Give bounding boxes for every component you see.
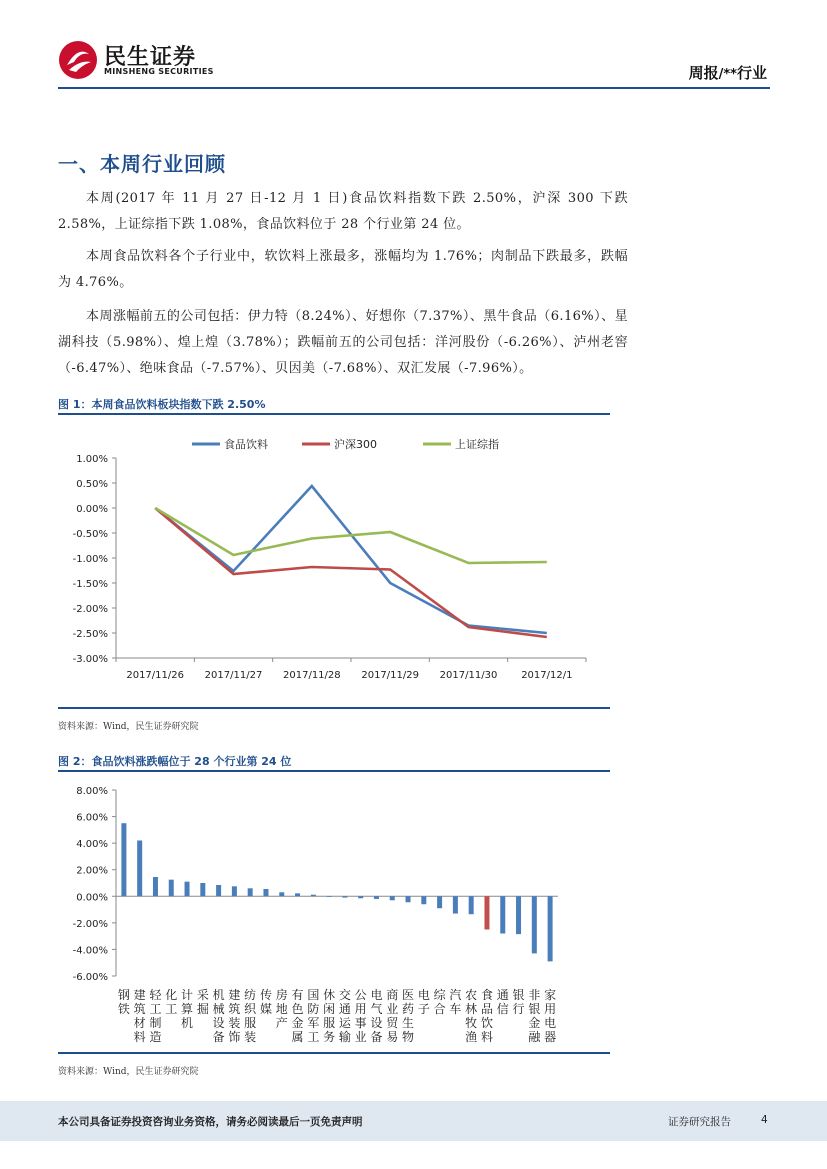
y-tick-label: -4.00% — [72, 945, 108, 957]
category-label: 国防军工 — [307, 988, 320, 1044]
report-category — [689, 62, 767, 83]
category-label: 建筑材料 — [133, 988, 146, 1044]
bar — [232, 886, 237, 896]
series-line — [155, 508, 547, 637]
paragraph-subsector-summary: 本周食品饮料各个子行业中，软饮料上涨最多，涨幅均为 1.76%；肉制品下跌最多，跌幅为 4.76%。 — [58, 249, 628, 290]
bar — [185, 882, 190, 897]
bar — [358, 896, 363, 898]
y-tick-label: 6.00% — [76, 812, 108, 824]
bar — [374, 896, 379, 899]
figure2-top-rule — [58, 770, 610, 772]
figure2-title: 图 2：食品饮料涨跌幅位于 28 个行业第 24 位 — [58, 755, 292, 768]
header-divider — [58, 87, 770, 89]
legend-label: 上证综指 — [455, 438, 499, 451]
bar — [437, 896, 442, 908]
minsheng-logo-icon — [58, 40, 98, 80]
report-type: 周报 — [688, 64, 719, 82]
bar — [406, 896, 411, 902]
y-tick-label: -2.00% — [72, 604, 108, 615]
category-label: 交通运输 — [338, 988, 351, 1044]
category-label: 食品饮料 — [480, 988, 493, 1044]
figure1-top-rule — [58, 413, 610, 415]
paragraph-company-summary: 本周涨幅前五的公司包括：伊力特（8.24%）、好想你（7.37%）、黑牛食品（6.16%）、星湖科技（5.98%）、煌上煌（3.78%）；跌幅前五的公司包括：洋河股份（-6.26%）、泸州老窖（-6.47%）、绝味食品（-7.57%）、贝因美（-7.68%）、双汇发展（-7.96%）。 — [58, 309, 628, 376]
y-tick-label: -2.50% — [72, 629, 108, 640]
category-label: 电子 — [417, 988, 430, 1016]
category-label: 农林牧渔 — [465, 988, 478, 1044]
y-tick-label: 8.00% — [76, 786, 108, 797]
legend-label: 沪深300 — [334, 438, 377, 451]
bar — [500, 896, 505, 933]
bar — [153, 877, 158, 896]
bar — [248, 888, 253, 896]
bar — [279, 892, 284, 896]
category-label: 医药生物 — [402, 988, 415, 1044]
logo-text-en: MINSHENG SECURITIES — [104, 67, 214, 76]
category-label: 有色金属 — [291, 988, 304, 1044]
figure1-bottom-rule — [58, 707, 610, 709]
category-label: 通信 — [496, 988, 509, 1016]
figure1-title: 图 1：本周食品饮料板块指数下跌 2.50% — [58, 398, 266, 411]
category-label: 休闲服务 — [323, 988, 336, 1044]
category-label: 建筑装饰 — [228, 988, 241, 1044]
footer-disclaimer: 本公司具备证券投资咨询业务资格，请务必阅读最后一页免责声明 — [58, 1116, 363, 1128]
category-label: 钢铁 — [117, 988, 130, 1016]
bar — [484, 896, 489, 929]
category-label: 采掘 — [196, 988, 209, 1016]
category-label: 电气设备 — [370, 988, 383, 1044]
bar-chart-industries — [58, 774, 610, 1048]
footer-label: 证券研究报告 — [668, 1116, 731, 1128]
category-label: 计算机 — [181, 988, 194, 1030]
figure1-source: 资料来源：Wind，民生证券研究院 — [58, 722, 199, 732]
section-title: 一、本周行业回顾 — [58, 152, 226, 176]
y-tick-label: -6.00% — [72, 972, 108, 983]
category-label: 传媒 — [259, 988, 272, 1016]
x-tick-label: 2017/11/26 — [126, 670, 184, 681]
category-label: 公用事业 — [354, 988, 367, 1044]
y-tick-label: 2.00% — [76, 865, 108, 877]
figure2-source: 资料来源：Wind，民生证券研究院 — [58, 1067, 199, 1077]
bar — [216, 885, 221, 896]
report-separator: /** — [718, 67, 737, 82]
bar — [121, 823, 126, 896]
x-tick-label: 2017/12/1 — [521, 670, 573, 681]
report-industry: 行业 — [736, 64, 767, 82]
figure2-bottom-rule — [58, 1052, 610, 1054]
page-header — [0, 0, 827, 92]
category-label: 商业贸易 — [386, 988, 399, 1044]
y-tick-label: 1.00% — [76, 454, 108, 465]
category-label: 化工 — [165, 988, 178, 1016]
bar — [263, 889, 268, 896]
x-tick-label: 2017/11/30 — [439, 670, 498, 681]
page-number: 4 — [761, 1114, 768, 1126]
bar — [469, 896, 474, 914]
bar — [342, 896, 347, 897]
y-tick-label: -2.00% — [72, 918, 108, 930]
y-tick-label: -1.00% — [72, 554, 108, 565]
x-tick-label: 2017/11/29 — [361, 670, 419, 681]
logo-text-cn: 民生证券 — [104, 45, 197, 70]
bar — [516, 896, 521, 934]
bar — [169, 880, 174, 897]
category-label: 轻工制造 — [149, 988, 162, 1044]
bar — [421, 896, 426, 904]
y-tick-label: -0.50% — [72, 529, 108, 540]
category-label: 家用电器 — [544, 988, 557, 1044]
y-tick-label: 0.50% — [76, 479, 108, 490]
y-tick-label: -1.50% — [72, 579, 108, 590]
category-label: 纺织服装 — [244, 988, 257, 1044]
y-tick-label: 0.00% — [76, 504, 108, 515]
y-tick-label: 4.00% — [76, 839, 108, 851]
bar — [532, 896, 537, 953]
x-tick-label: 2017/11/28 — [283, 670, 341, 681]
paragraph-index-summary: 本周(2017 年 11 月 27 日-12 月 1 日)食品饮料指数下跌 2.50%，沪深 300 下跌 2.58%，上证综指下跌 1.08%，食品饮料位于 28 个行业第 24 位。 — [58, 191, 628, 232]
bar — [327, 896, 332, 897]
category-label: 机械设备 — [212, 988, 225, 1044]
bar — [390, 896, 395, 900]
series-line — [155, 486, 547, 633]
x-tick-label: 2017/11/27 — [204, 670, 263, 681]
y-tick-label: -3.00% — [72, 654, 108, 665]
category-label: 综合 — [433, 988, 446, 1016]
bar — [295, 893, 300, 896]
category-label: 银行 — [512, 988, 525, 1016]
bar — [453, 896, 458, 913]
y-tick-label: 0.00% — [76, 892, 108, 904]
page-footer — [0, 1101, 827, 1141]
category-label: 非银金融 — [528, 988, 541, 1044]
bar — [311, 895, 316, 897]
category-label: 房地产 — [275, 988, 288, 1030]
bar — [137, 840, 142, 896]
legend-label: 食品饮料 — [224, 438, 268, 451]
line-chart-index — [58, 418, 610, 696]
bar — [548, 896, 553, 961]
category-label: 汽车 — [449, 988, 462, 1016]
bar — [200, 883, 205, 896]
